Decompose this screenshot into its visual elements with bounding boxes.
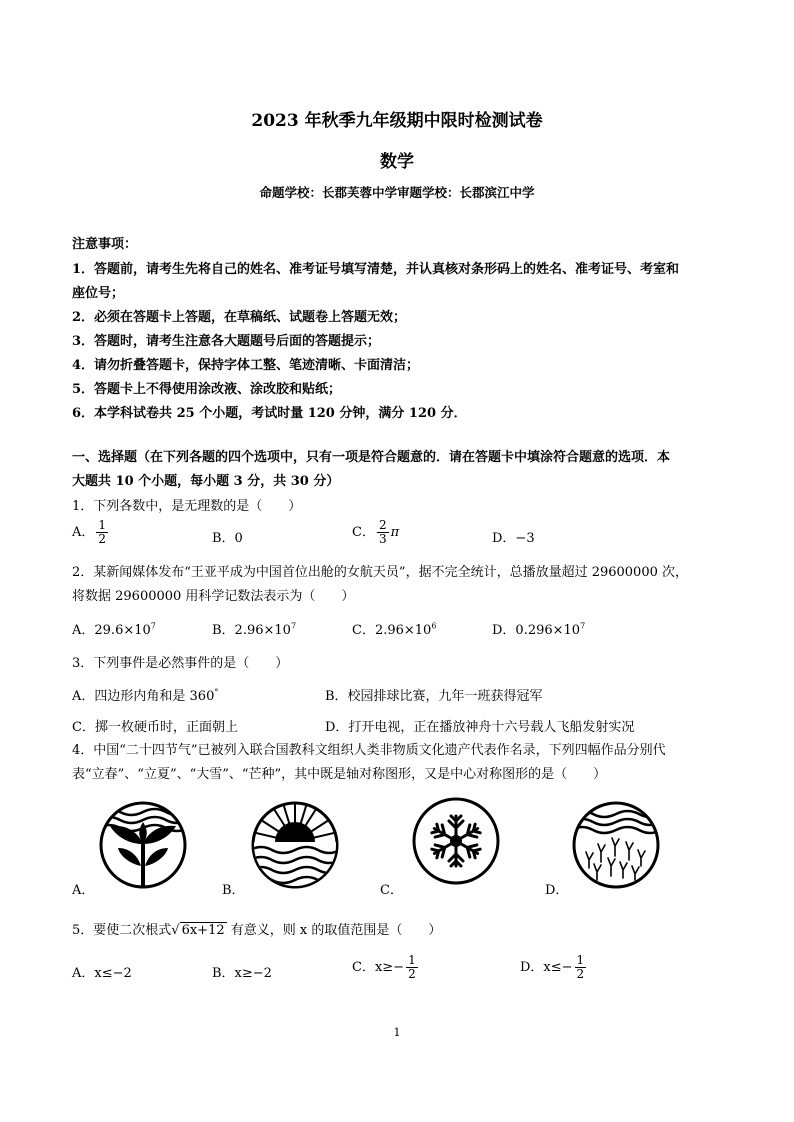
- section-heading-cont: 大题共 10 个小题，每小题 3 分，共 30 分）: [72, 474, 340, 489]
- radical: √ 6x+12: [171, 923, 225, 938]
- q4-option-b: B．: [222, 883, 245, 898]
- section-heading: 一、选择题（在下列各题的四个选项中，只有一项是符合题意的．请在答题卡中填涂符合题意的选项．本: [72, 450, 671, 465]
- exponent: 7: [290, 621, 297, 631]
- degree-sign: °: [214, 687, 219, 697]
- notice-item: 座位号；: [72, 286, 125, 301]
- exponent: 7: [150, 621, 156, 631]
- pi-symbol: π: [390, 525, 400, 540]
- notice-item: 6．本学科试卷共 25 个小题，考试时量 120 分钟，满分 120 分．: [72, 406, 467, 421]
- summer-figure-icon: [250, 800, 340, 890]
- q5-option-b: B．x≥−2: [212, 966, 272, 981]
- notice-item: 2．必须在答题卡上答题，在草稿纸、试题卷上答题无效；: [72, 310, 407, 325]
- option-text: C．2.96×10: [352, 623, 432, 638]
- fraction: [96, 519, 108, 546]
- numerator: 2: [378, 518, 387, 532]
- page-number: 1: [393, 1026, 401, 1039]
- q2-stem: 2．某新闻媒体发布“王亚平成为中国首位出舱的女航天员”，据不完全统计，总播放量超过 29600000 次，: [72, 565, 688, 580]
- q4-stem: 4．中国“二十四节气”已被列入联合国教科文组织人类非物质文化遗产代表作名录，下列四幅作品分别代: [72, 743, 666, 758]
- radicand: 6x+12: [181, 923, 225, 938]
- notice-item: 4．请勿折叠答题卡，保持字体工整、笔迹清晰、卡面清洁；: [72, 358, 420, 373]
- numerator: 1: [98, 518, 107, 532]
- q2-stem-cont: 将数据 29600000 用科学记数法表示为（ ）: [72, 589, 355, 604]
- q3-option-c: C．掷一枚硬币时，正面朝上: [72, 720, 238, 735]
- figure-summer: [250, 800, 340, 890]
- option-label: D．x≤−: [520, 960, 573, 975]
- exponent: 7: [580, 621, 586, 631]
- option-text: D．0.296×10: [492, 623, 581, 638]
- stem-text: 5．要使二次根式: [72, 923, 172, 938]
- option-text: A．四边形内角和是 360: [72, 689, 215, 704]
- denominator: 3: [378, 532, 387, 546]
- q2-option-b: [212, 619, 296, 638]
- q1-option-a: [72, 519, 110, 546]
- q3-option-b: B．校园排球比赛，九年一班获得冠军: [325, 689, 543, 704]
- school-info: 命题学校：长郡芙蓉中学审题学校：长郡滨江中学: [259, 185, 535, 200]
- figure-spring: [98, 800, 188, 890]
- fraction: [377, 519, 389, 546]
- q2-option-c: [352, 619, 436, 638]
- snowflake-figure-icon: [411, 796, 501, 886]
- q5-option-c: [352, 954, 420, 981]
- spring-figure-icon: [98, 800, 188, 890]
- option-label: C．x≥−: [352, 960, 405, 975]
- notice-heading: 注意事项：: [72, 237, 138, 252]
- fraction: [575, 954, 587, 981]
- notice-item: 3．答题时，请考生注意各大题题号后面的答题提示；: [72, 334, 381, 349]
- exponent: 6: [431, 621, 437, 631]
- numerator: 1: [576, 953, 585, 967]
- denominator: 2: [98, 532, 107, 546]
- q3-option-a: [72, 685, 218, 704]
- exam-title: 2023 年秋季九年级期中限时检测试卷: [251, 111, 543, 131]
- q4-option-c: C．: [380, 883, 403, 898]
- q1-option-c: [352, 519, 399, 546]
- q1-option-d: D．−3: [492, 531, 535, 546]
- q5-stem: [72, 919, 441, 938]
- q3-option-d: D．打开电视，正在播放神舟十六号载人飞船发射实况: [325, 720, 635, 735]
- option-label: C．: [352, 525, 375, 540]
- q4-stem-cont: 表“立春”、“立夏”、“大雪”、“芒种”，其中既是轴对称图形，又是中心对称图形的是（ ）: [72, 767, 607, 782]
- fraction: [406, 954, 418, 981]
- figure-snow: [411, 796, 501, 886]
- q3-stem: 3．下列事件是必然事件的是（ ）: [72, 656, 289, 671]
- notice-item: 1．答题前，请考生先将自己的姓名、准考证号填写清楚，并认真核对条形码上的姓名、准考证号、考室和: [72, 262, 680, 277]
- q2-option-a: [72, 619, 156, 638]
- subject-title: 数学: [380, 152, 414, 172]
- denominator: 2: [576, 967, 585, 981]
- q1-option-b: B．0: [212, 531, 243, 546]
- figure-grain: [571, 800, 661, 890]
- grain-figure-icon: [571, 800, 661, 890]
- stem-text: 有意义，则 x 的取值范围是（ ）: [230, 923, 442, 938]
- denominator: 2: [408, 967, 416, 981]
- numerator: 1: [408, 953, 416, 967]
- q4-option-d: D．: [545, 883, 569, 898]
- option-text: A．29.6×10: [72, 623, 151, 638]
- option-text: B．2.96×10: [212, 623, 291, 638]
- option-label: A．: [72, 525, 95, 540]
- q1-stem: 1．下列各数中，是无理数的是（ ）: [72, 499, 302, 514]
- q5-option-a: A．x≤−2: [72, 966, 132, 981]
- q4-option-a: A．: [72, 883, 95, 898]
- notice-item: 5．答题卡上不得使用涂改液、涂改胶和贴纸；: [72, 382, 342, 397]
- q2-option-d: [492, 619, 585, 638]
- q5-option-d: [520, 954, 588, 981]
